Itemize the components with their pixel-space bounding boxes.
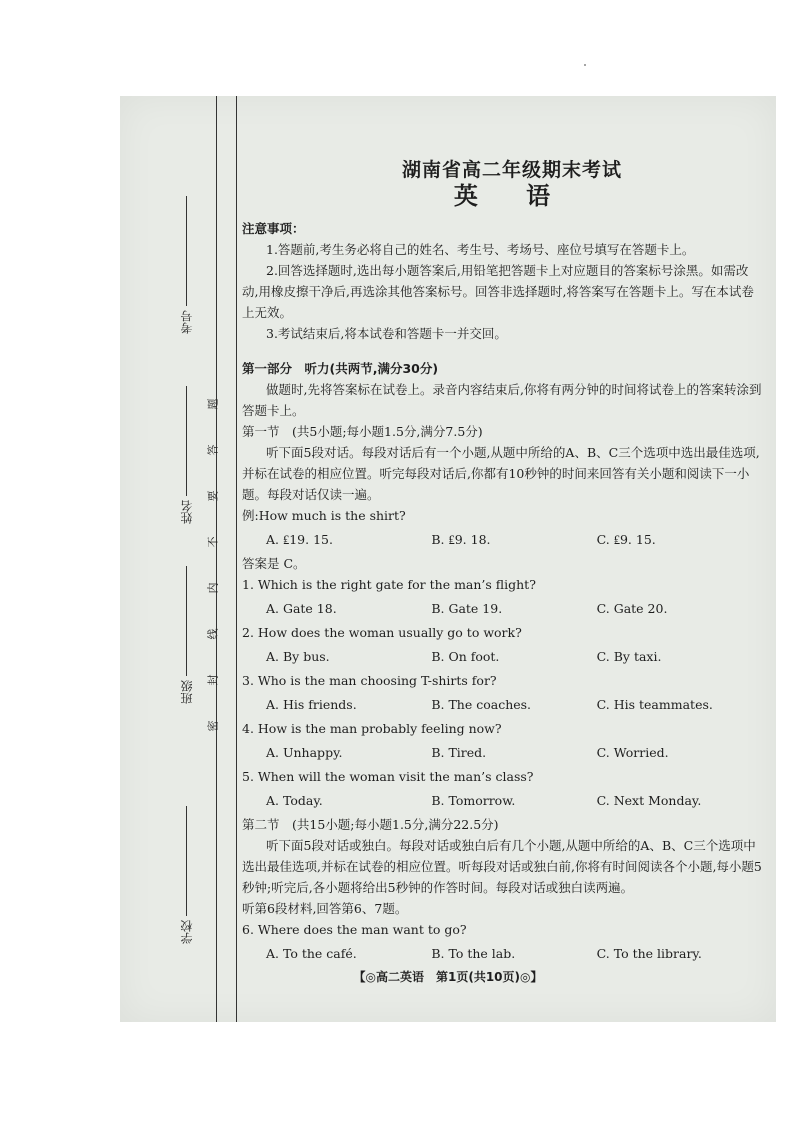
- option: B. Tired.: [431, 745, 487, 760]
- option: B. ₤9. 18.: [431, 532, 491, 547]
- name-label: 姓名: [180, 500, 194, 524]
- material-note: 听第6段材料,回答第6、7题。: [242, 901, 408, 916]
- question-2: 2. How does the woman usually go to work?: [242, 625, 522, 640]
- seal-char: 题: [206, 398, 219, 410]
- option: A. To the café.: [266, 946, 357, 961]
- notice-item: 1.答题前,考生务必将自己的姓名、考生号、考场号、座位号填写在答题卡上。: [266, 242, 695, 257]
- question-2-options: [242, 646, 762, 667]
- seal-char: 线: [206, 628, 219, 640]
- question-5: 5. When will the woman visit the man’s class?: [242, 769, 534, 784]
- option: B. To the lab.: [431, 946, 516, 961]
- exam-no-label: 考号: [180, 310, 194, 334]
- question-6-options: [242, 943, 762, 964]
- seal-char: 密: [206, 720, 219, 732]
- section1-heading: 第一节 (共5小题;每小题1.5分,满分7.5分): [242, 424, 483, 439]
- option: B. Gate 19.: [431, 601, 503, 616]
- class-field: [178, 566, 195, 704]
- part1-intro: 做题时,先将答案标在试卷上。录音内容结束后,你将有两分钟的时间将试卷上的答案转涂到答题卡上。: [242, 382, 762, 418]
- option: B. On foot.: [431, 649, 500, 664]
- option: C. Worried.: [596, 745, 669, 760]
- notice-item: 3.考试结束后,将本试卷和答题卡一并交回。: [266, 326, 507, 341]
- section1-instructions: 听下面5段对话。每段对话后有一个小题,从题中所给的A、B、C三个选项中选出最佳选项,并标在试卷的相应位置。听完每段对话后,你都有10秒钟的时间来回答有关小题和阅读下一小题。每段对话仅读一遍。: [242, 445, 760, 502]
- question-4: 4. How is the man probably feeling now?: [242, 721, 502, 736]
- option: C. His teammates.: [596, 697, 713, 712]
- seal-char: 不: [206, 536, 219, 548]
- seal-line-text: [204, 396, 220, 734]
- option: A. Unhappy.: [266, 745, 343, 760]
- binding-line-outer: [236, 96, 237, 1022]
- part1-heading: 第一部分 听力(共两节,满分30分): [242, 361, 439, 376]
- page-footer: 【◎高二英语 第1页(共10页)◎】: [353, 970, 543, 984]
- section2-heading: 第二节 (共15小题;每小题1.5分,满分22.5分): [242, 817, 499, 832]
- question-3-options: [242, 694, 762, 715]
- seal-char: 内: [206, 582, 219, 594]
- seal-char: 要: [206, 490, 219, 502]
- question-5-options: [242, 790, 762, 811]
- example-answer: 答案是 C。: [242, 556, 306, 571]
- option: A. By bus.: [266, 649, 330, 664]
- question-4-options: [242, 742, 762, 763]
- option: C. To the library.: [596, 946, 702, 961]
- subject-title: 英 语: [453, 181, 571, 210]
- scan-speck: [584, 64, 586, 66]
- option: C. Next Monday.: [596, 793, 702, 808]
- seal-char: 答: [206, 444, 219, 456]
- exam-content: [242, 160, 762, 967]
- notice-block: [242, 218, 762, 344]
- option: A. His friends.: [266, 697, 357, 712]
- school-label: 学校: [180, 920, 194, 944]
- option: A. Gate 18.: [266, 601, 337, 616]
- option: B. The coaches.: [431, 697, 532, 712]
- option: C. Gate 20.: [596, 601, 668, 616]
- notice-item: 2.回答选择题时,选出每小题答案后,用铅笔把答题卡上对应题目的答案标号涂黑。如需改动,用橡皮擦干净后,再选涂其他答案标号。回答非选择题时,将答案写在答题卡上。写在本试卷上无效。: [242, 263, 754, 320]
- exam-no-field: [178, 196, 195, 334]
- option: A. Today.: [266, 793, 323, 808]
- option: C. ₤9. 15.: [596, 532, 656, 547]
- question-6: 6. Where does the man want to go?: [242, 922, 467, 937]
- exam-title: 湖南省高二年级期末考试: [401, 159, 622, 181]
- question-1-options: [242, 598, 762, 619]
- exam-paper: [120, 96, 776, 1022]
- option: A. ₤19. 15.: [266, 532, 333, 547]
- option: C. By taxi.: [596, 649, 662, 664]
- class-label: 班级: [180, 680, 194, 704]
- option: B. Tomorrow.: [431, 793, 516, 808]
- seal-char: 封: [206, 674, 219, 686]
- school-field: [178, 806, 195, 944]
- section2-instructions: 听下面5段对话或独白。每段对话或独白后有几个小题,从题中所给的A、B、C三个选项中选出最佳选项,并标在试卷的相应位置。听每段对话或独白前,你将有时间阅读各个小题,每小题5秒钟;听完后,各小题将给出5秒钟的作答时间。每段对话或独白读两遍。: [242, 838, 762, 895]
- notice-heading: 注意事项：: [242, 221, 305, 236]
- name-field: [178, 386, 195, 524]
- example-question: 例:How much is the shirt?: [242, 508, 406, 523]
- example-options: [242, 529, 762, 550]
- question-1: 1. Which is the right gate for the man’s flight?: [242, 577, 536, 592]
- question-3: 3. Who is the man choosing T-shirts for?: [242, 673, 497, 688]
